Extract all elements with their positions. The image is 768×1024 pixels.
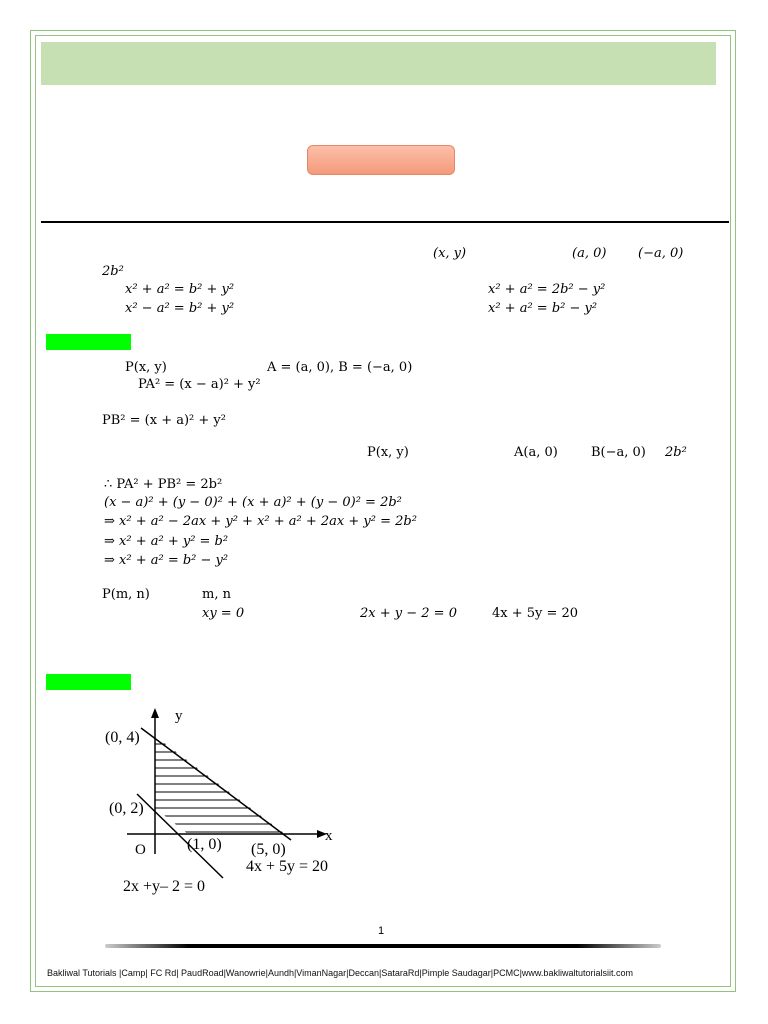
q2-point: P(m, n) <box>102 587 150 602</box>
label-line-a: 4x + 5y = 20 <box>246 858 329 875</box>
coord-xy: (x, y) <box>433 246 467 261</box>
option-b: x² + a² = 2b² − y² <box>488 282 606 297</box>
solution-tag-2 <box>46 674 131 690</box>
x-axis-label: x <box>325 828 333 844</box>
question-2b2: 2b² <box>102 264 124 279</box>
coord-a0: (a, 0) <box>572 246 607 261</box>
step-4: ⇒ x² + a² + y² = b² <box>104 534 229 549</box>
label-line-b: 2x +y– 2 = 0 <box>123 878 206 895</box>
sol-point-p: P(x, y) <box>125 360 167 375</box>
sol-pa: PA² = (x − a)² + y² <box>138 377 261 392</box>
solution-tag <box>46 334 131 350</box>
y-axis-arrow <box>151 708 159 718</box>
q2-eq2: 2x + y − 2 = 0 <box>360 606 457 621</box>
header-rule <box>41 221 729 223</box>
label-0-4: (0, 4) <box>105 729 140 746</box>
q2-eq3: 4x + 5y = 20 <box>492 606 579 621</box>
cond-p: P(x, y) <box>367 445 409 460</box>
step-1: ∴ PA² + PB² = 2b² <box>104 477 223 492</box>
label-0-2: (0, 2) <box>109 800 144 817</box>
option-c: x² − a² = b² + y² <box>125 301 235 316</box>
cond-a: A(a, 0) <box>514 445 558 460</box>
step-2: (x − a)² + (y − 0)² + (x + a)² + (y − 0)² = 2b² <box>104 495 402 510</box>
footer-text: Bakliwal Tutorials |Camp| FC Rd| PaudRoad|Wanowrie|Aundh|VimanNagar|Deccan|SataraRd|Pimple Saudagar|PCMC|www.bakliwaltutorialsiit.com <box>47 968 633 978</box>
option-a: x² + a² = b² + y² <box>125 282 235 297</box>
q2-eq1: xy = 0 <box>202 606 245 621</box>
sol-points-ab: A = (a, 0), B = (−a, 0) <box>267 360 413 375</box>
label-1-0: (1, 0) <box>187 836 222 853</box>
region-figure <box>95 700 355 900</box>
topic-pill <box>307 145 455 175</box>
option-d: x² + a² = b² − y² <box>488 301 598 316</box>
step-3: ⇒ x² + a² − 2ax + y² + x² + a² + 2ax + y² = 2b² <box>104 514 417 529</box>
page-number: 1 <box>378 925 385 937</box>
cond-2b2: 2b² <box>665 445 687 460</box>
q2-vars: m, n <box>202 587 231 602</box>
footer-rule <box>105 944 661 948</box>
header-band <box>41 42 716 85</box>
y-axis-label: y <box>175 708 183 724</box>
coord-neg-a0: (−a, 0) <box>638 246 684 261</box>
cond-b: B(−a, 0) <box>591 445 646 460</box>
origin-label: O <box>135 842 146 858</box>
sol-pb: PB² = (x + a)² + y² <box>102 413 226 428</box>
label-5-0: (5, 0) <box>251 841 286 858</box>
step-5: ⇒ x² + a² = b² − y² <box>104 553 229 568</box>
